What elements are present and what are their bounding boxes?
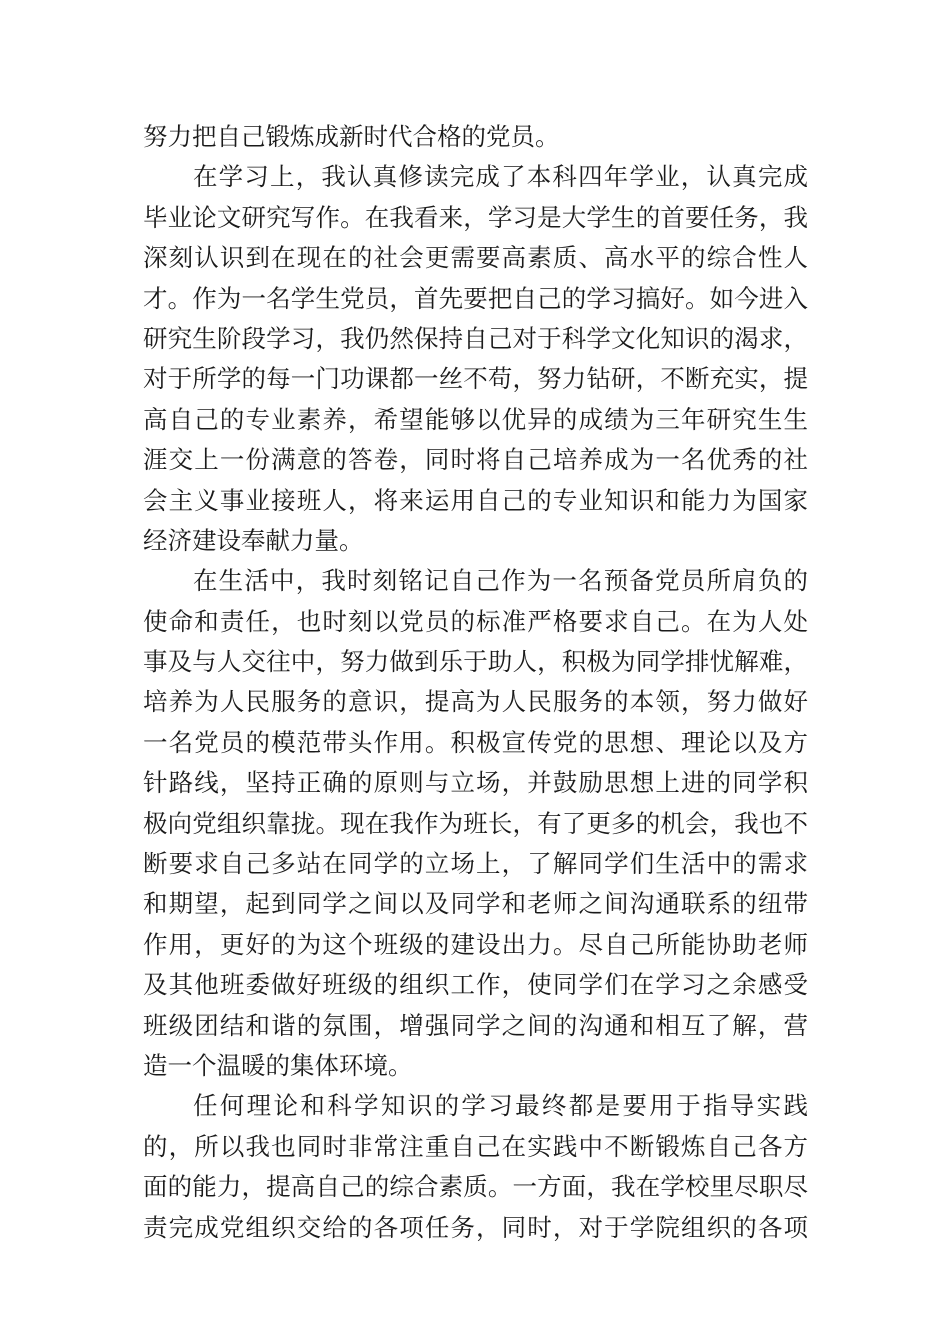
text-line: 和期望，起到同学之间以及同学和老师之间沟通联系的纽带 — [143, 889, 808, 919]
text-line: 毕业论文研究写作。在我看来，学习是大学生的首要任务，我 — [143, 202, 808, 232]
text-line: 断要求自己多站在同学的立场上，了解同学们生活中的需求 — [143, 849, 808, 879]
text-line: 涯交上一份满意的答卷，同时将自己培养成为一名优秀的社 — [143, 445, 808, 475]
document-body — [143, 117, 808, 1248]
text-line: 针路线，坚持正确的原则与立场，并鼓励思想上进的同学积 — [143, 768, 808, 798]
text-line: 深刻认识到在现在的社会更需要高素质、高水平的综合性人 — [143, 243, 808, 273]
text-line: 高自己的专业素养，希望能够以优异的成绩为三年研究生生 — [143, 404, 808, 434]
text-line: 培养为人民服务的意识，提高为人民服务的本领，努力做好 — [143, 687, 808, 717]
text-line: 在生活中，我时刻铭记自己作为一名预备党员所肩负的 — [193, 566, 808, 596]
text-line: 在学习上，我认真修读完成了本科四年学业，认真完成 — [193, 162, 808, 192]
text-line: 研究生阶段学习，我仍然保持自己对于科学文化知识的渴求， — [143, 323, 808, 353]
text-line: 极向党组织靠拢。现在我作为班长，有了更多的机会，我也不 — [143, 808, 808, 838]
text-line: 经济建设奉献力量。 — [143, 525, 364, 555]
text-line: 一名党员的模范带头作用。积极宣传党的思想、理论以及方 — [143, 727, 808, 757]
text-line: 及其他班委做好班级的组织工作，使同学们在学习之余感受 — [143, 970, 808, 1000]
text-line: 责完成党组织交给的各项任务，同时，对于学院组织的各项 — [143, 1212, 808, 1242]
text-line: 班级团结和谐的氛围，增强同学之间的沟通和相互了解，营 — [143, 1010, 808, 1040]
text-line: 作用，更好的为这个班级的建设出力。尽自己所能协助老师 — [143, 929, 808, 959]
text-line: 面的能力，提高自己的综合素质。一方面，我在学校里尽职尽 — [143, 1172, 808, 1202]
text-line: 对于所学的每一门功课都一丝不苟，努力钻研，不断充实，提 — [143, 364, 808, 394]
text-line: 的，所以我也同时非常注重自己在实践中不断锻炼自己各方 — [143, 1131, 808, 1161]
text-line: 才。作为一名学生党员，首先要把自己的学习搞好。如今进入 — [143, 283, 808, 313]
text-line: 造一个温暖的集体环境。 — [143, 1050, 413, 1080]
text-line: 任何理论和科学知识的学习最终都是要用于指导实践 — [193, 1091, 808, 1121]
text-line: 事及与人交往中，努力做到乐于助人，积极为同学排忧解难， — [143, 647, 808, 677]
text-line: 努力把自己锻炼成新时代合格的党员。 — [143, 122, 560, 151]
text-line: 会主义事业接班人，将来运用自己的专业知识和能力为国家 — [143, 485, 808, 515]
text-line: 使命和责任，也时刻以党员的标准严格要求自己。在为人处 — [143, 606, 808, 636]
